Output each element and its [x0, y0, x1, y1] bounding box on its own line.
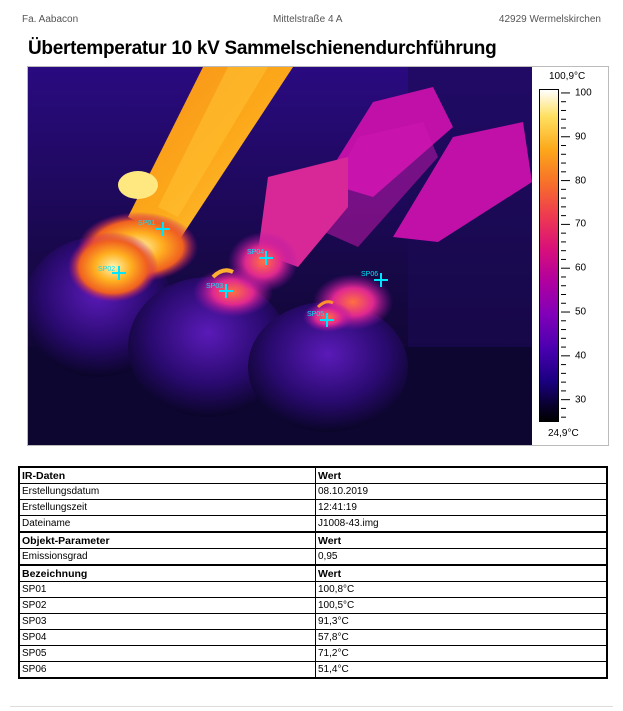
- spot-values-header-cell: Wert: [316, 565, 608, 582]
- ir-data-header-cell: IR-Daten: [19, 467, 316, 484]
- data-tables: [18, 466, 608, 679]
- spot-label: SP06: [361, 271, 379, 278]
- colorbar-tick-label: 40: [575, 350, 587, 362]
- row-value: 08.10.2019: [316, 484, 608, 500]
- ir-data-header-cell: Wert: [316, 467, 608, 484]
- table-row: [19, 614, 607, 630]
- row-label: SP06: [19, 662, 316, 679]
- thermal-image: [28, 67, 532, 445]
- row-value: J1008-43.img: [316, 516, 608, 533]
- table-row: [19, 662, 607, 679]
- row-value: 100,8°C: [316, 582, 608, 598]
- spot-label: SP01: [138, 220, 156, 227]
- company-name: Fa. Aabacon: [22, 14, 79, 25]
- table-row: [19, 646, 607, 662]
- spot-label: SP05: [307, 311, 325, 318]
- spot-values-header-row: [19, 565, 607, 582]
- row-value: 71,2°C: [316, 646, 608, 662]
- object-params-header-cell: Objekt-Parameter: [19, 532, 316, 549]
- row-label: SP03: [19, 614, 316, 630]
- scale-min-label: 24,9°C: [548, 428, 579, 439]
- row-label: SP02: [19, 598, 316, 614]
- colorbar-tick-label: 80: [575, 175, 587, 187]
- object-params-header-cell: Wert: [316, 532, 608, 549]
- footer-rule: [10, 706, 613, 707]
- table-row: [19, 582, 607, 598]
- temperature-colorbar: [539, 89, 559, 422]
- table-row: [19, 630, 607, 646]
- colorbar-tick-label: 30: [575, 394, 587, 406]
- table-row: [19, 500, 607, 516]
- row-label: SP04: [19, 630, 316, 646]
- colorbar-tick-label: 60: [575, 262, 587, 274]
- spot-label: SP02: [98, 266, 116, 273]
- row-value: 0,95: [316, 549, 608, 566]
- colorbar-tick-label: 100: [575, 87, 592, 99]
- colorbar-axis: [561, 89, 606, 422]
- row-label: SP01: [19, 582, 316, 598]
- row-label: Erstellungszeit: [19, 500, 316, 516]
- object-params-header-row: [19, 532, 607, 549]
- row-value: 51,4°C: [316, 662, 608, 679]
- row-value: 100,5°C: [316, 598, 608, 614]
- scale-max-label: 100,9°C: [549, 71, 586, 82]
- colorbar-tick-label: 50: [575, 306, 587, 318]
- report-title: Übertemperatur 10 kV Sammelschienendurchführung: [28, 38, 497, 59]
- ir-data-header-row: [19, 467, 607, 484]
- company-street: Mittelstraße 4 A: [273, 14, 343, 25]
- company-city: 42929 Wermelskirchen: [498, 14, 601, 25]
- row-label: Dateiname: [19, 516, 316, 533]
- table-row: [19, 549, 607, 566]
- table-row: [19, 516, 607, 533]
- row-value: 57,8°C: [316, 630, 608, 646]
- table-row: [19, 484, 607, 500]
- spot-values-header-cell: Bezeichnung: [19, 565, 316, 582]
- row-label: SP05: [19, 646, 316, 662]
- row-value: 12:41:19: [316, 500, 608, 516]
- row-value: 91,3°C: [316, 614, 608, 630]
- thermogram-panel: [27, 66, 609, 446]
- row-label: Emissionsgrad: [19, 549, 316, 566]
- row-label: Erstellungsdatum: [19, 484, 316, 500]
- ir-data-table: [18, 466, 608, 679]
- spot-label: SP03: [206, 283, 224, 290]
- table-row: [19, 598, 607, 614]
- colorbar-tick-label: 70: [575, 218, 587, 230]
- spot-label: SP04: [247, 249, 265, 256]
- colorbar-tick-label: 90: [575, 131, 587, 143]
